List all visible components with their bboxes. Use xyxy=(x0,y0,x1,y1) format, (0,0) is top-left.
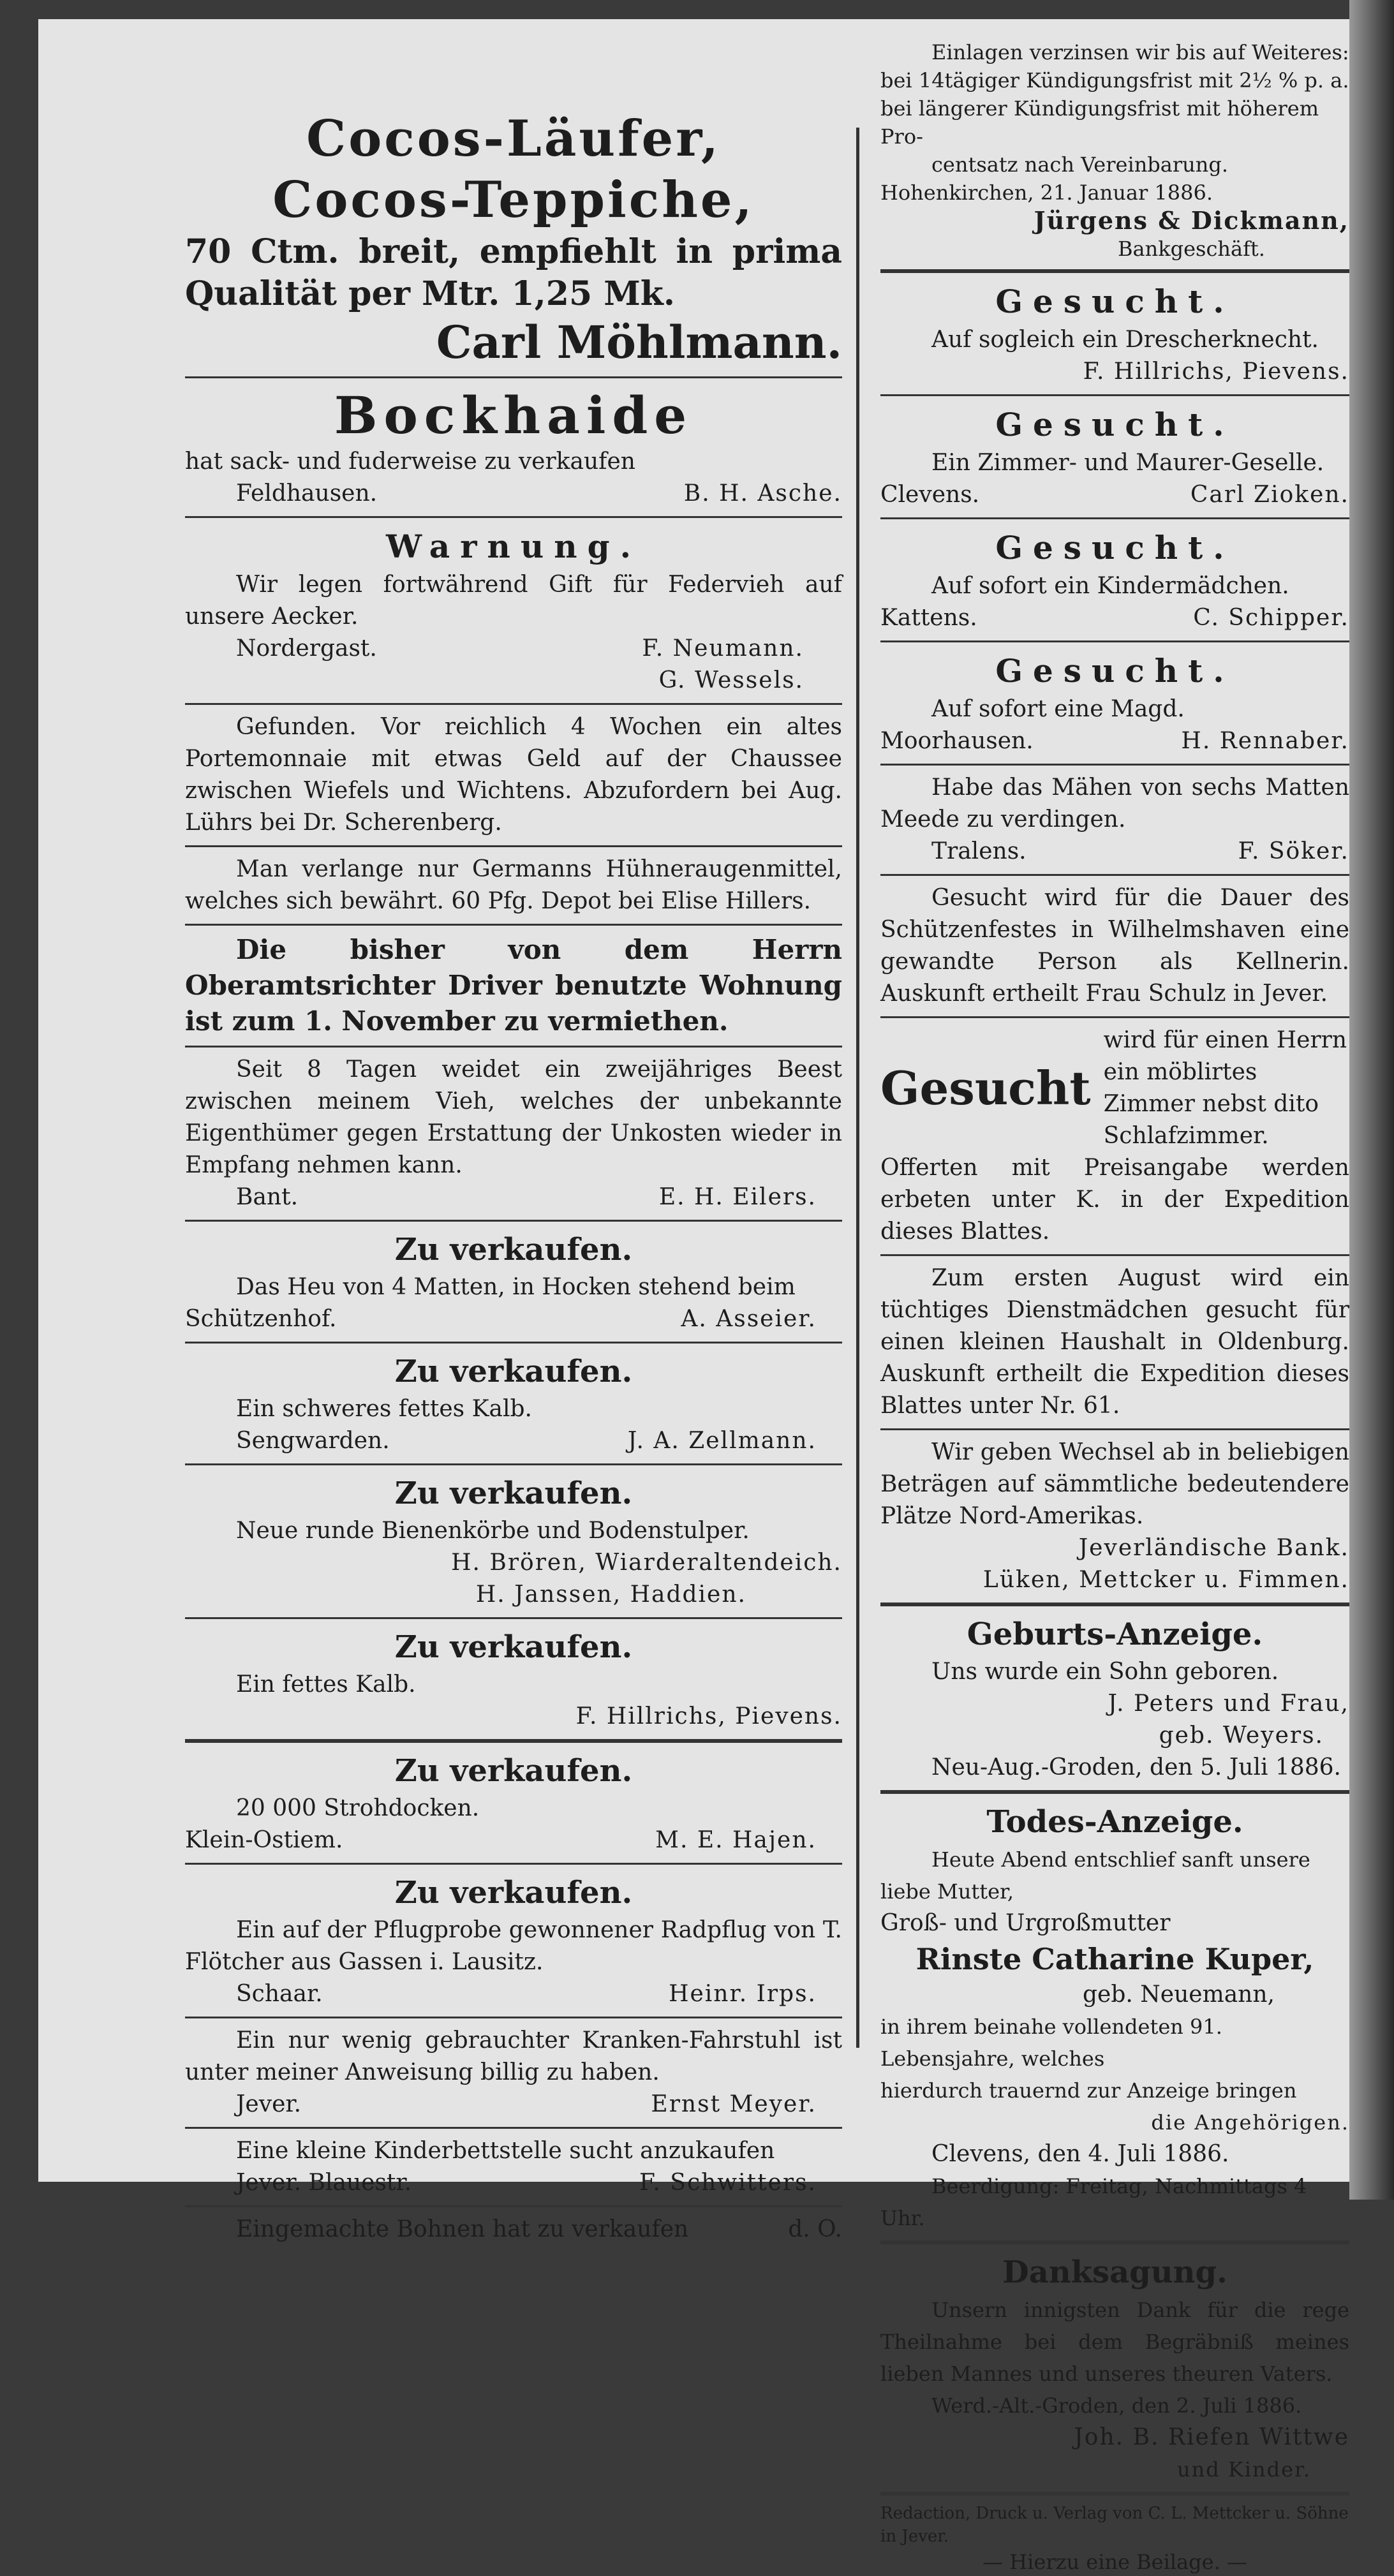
ad-bettstelle-place: Jever. Blauestr. xyxy=(236,2170,412,2196)
ad-tod-name: Rinste Catharine Kuper, xyxy=(916,1942,1314,1976)
left-column xyxy=(185,108,842,2246)
ad-dienstmaedchen xyxy=(880,1262,1349,1422)
divider xyxy=(185,1739,842,1743)
ad-geburt-signature2: geb. Weyers. xyxy=(1159,1722,1324,1749)
ad-verkauf-bienen-signature1: H. Brören, Wiarderaltendeich. xyxy=(451,1550,842,1576)
divider xyxy=(185,1863,842,1865)
ad-gesucht-magd-footer xyxy=(880,725,1349,757)
ad-verkauf-stroh-text: 20 000 Strohdocken. xyxy=(236,1795,480,1821)
ad-hueneraugen-text: Man verlange nur Germanns Hühneraugenmittel, welches sich bewährt. 60 Pfg. Depot bei Elise Hillers. xyxy=(185,856,842,914)
ad-bohnen-text: Eingemachte Bohnen hat zu verkaufen xyxy=(236,2216,689,2242)
ad-verkauf-fettkalb-text: Ein fettes Kalb. xyxy=(236,1671,416,1698)
ad-maehen-footer xyxy=(880,836,1349,868)
ad-verkauf-heu-signature: A. Asseier. xyxy=(681,1306,817,1332)
divider xyxy=(880,517,1349,519)
ad-tod xyxy=(880,1800,1349,2234)
divider xyxy=(185,376,842,378)
ad-wechsel xyxy=(880,1437,1349,1596)
divider xyxy=(185,845,842,847)
ad-tod-date: Clevens, den 4. Juli 1886. xyxy=(931,2141,1229,2167)
ad-fahrstuhl-signature: Ernst Meyer. xyxy=(651,2091,817,2117)
ad-tod-line4: hierdurch trauernd zur Anzeige bringen xyxy=(880,2078,1297,2103)
ad-verkauf-pflug-place: Schaar. xyxy=(236,1981,323,2007)
ad-verkauf-stroh-place: Klein-Ostiem. xyxy=(185,1827,343,1853)
ad-maehen-text: Habe das Mähen von sechs Matten Meede zu verdingen. xyxy=(880,774,1349,833)
ad-tod-line2: Groß- und Urgroßmutter xyxy=(880,1910,1171,1936)
divider xyxy=(185,1220,842,1222)
ad-bettstelle-signature: F. Schwitters. xyxy=(639,2170,817,2196)
ad-maehen xyxy=(880,772,1349,868)
ad-fahrstuhl-footer xyxy=(185,2089,842,2121)
divider xyxy=(880,640,1349,642)
ad-bockhaide xyxy=(185,385,842,510)
ad-gesucht-magd-text: Auf sofort eine Magd. xyxy=(931,696,1185,722)
ad-wechsel-signature: Lüken, Mettcker u. Fimmen. xyxy=(982,1567,1349,1593)
ad-verkauf-kalb-footer xyxy=(185,1425,842,1457)
ad-gesucht-magd xyxy=(880,649,1349,757)
ad-verkauf-kalb-place: Sengwarden. xyxy=(236,1428,390,1454)
ad-wohnung xyxy=(185,932,842,1039)
ad-gesucht-kindermaedchen-place: Kattens. xyxy=(880,605,977,631)
ad-verkauf-pflug-text: Ein auf der Pflugprobe gewonnener Radpflug von T. Flötcher aus Gassen i. Lausitz. xyxy=(185,1917,842,1975)
ad-tod-signature: die Angehörigen. xyxy=(1151,2110,1349,2135)
ad-cocos xyxy=(185,108,842,370)
ad-geburt-text: Uns wurde ein Sohn geboren. xyxy=(931,1659,1279,1685)
divider xyxy=(880,874,1349,876)
ad-verkauf-kalb-title: Zu verkaufen. xyxy=(394,1354,633,1389)
page-edge-shadow xyxy=(1349,0,1394,2200)
ad-warnung-footer xyxy=(185,633,842,665)
ad-einlagen-line1: Einlagen verzinsen wir bis auf Weiteres: xyxy=(931,40,1349,64)
ad-warnung-signature1: F. Neumann. xyxy=(642,635,804,662)
ad-tod-line3: in ihrem beinahe vollendeten 91. Lebensjahre, welches xyxy=(880,2015,1222,2071)
ad-zimmer-text: Offerten mit Preisangabe werden erbeten unter K. in der Expedition dieses Blattes. xyxy=(880,1155,1349,1245)
ad-bettstelle-text: Eine kleine Kinderbettstelle sucht anzukaufen xyxy=(236,2138,775,2164)
ad-warnung-signature2: G. Wessels. xyxy=(658,667,804,693)
ad-gesucht-knecht-title: Gesucht. xyxy=(995,283,1235,320)
ad-beest-text: Seit 8 Tagen weidet ein zweijähriges Beest zwischen meinem Vieh, welches der unbekannte Eigenthümer gegen Erstattung der Unkosten wieder in Empfang nehmen kann. xyxy=(185,1056,842,1178)
ad-bohnen xyxy=(185,2214,842,2246)
ad-zimmer-header xyxy=(880,1025,1349,1152)
ad-dank-title: Danksagung. xyxy=(1002,2254,1227,2290)
ad-verkauf-fettkalb-title: Zu verkaufen. xyxy=(394,1629,633,1665)
ad-geburt xyxy=(880,1613,1349,1784)
ad-bockhaide-footer xyxy=(185,478,842,510)
ad-fahrstuhl xyxy=(185,2025,842,2121)
ad-einlagen-line5: Hohenkirchen, 21. Januar 1886. xyxy=(880,181,1213,205)
ad-verkauf-stroh-signature: M. E. Hajen. xyxy=(655,1827,817,1853)
ad-verkauf-bienen-text: Neue runde Bienenkörbe und Bodenstulper. xyxy=(236,1518,750,1544)
right-column xyxy=(880,38,1349,2576)
ad-hueneraugen xyxy=(185,854,842,917)
newspaper-page xyxy=(38,19,1349,2574)
ad-wechsel-text: Wir geben Wechsel ab in beliebigen Beträgen auf sämmtliche bedeutendere Plätze Nord-Amerikas. xyxy=(880,1439,1349,1529)
divider xyxy=(185,2205,842,2207)
ad-gesucht-geselle-footer xyxy=(880,479,1349,511)
ad-gesucht-knecht-text: Auf sogleich ein Drescherknecht. xyxy=(931,327,1319,353)
divider xyxy=(185,703,842,705)
ad-dank-date: Werd.-Alt.-Groden, den 2. Juli 1886. xyxy=(931,2394,1302,2418)
ad-bockhaide-title: Bockhaide xyxy=(334,385,693,445)
ad-warnung-title: Warnung. xyxy=(386,528,641,565)
ad-dank-text: Unsern innigsten Dank für die rege Theilnahme bei dem Begräbniß meines lieben Mannes und unseres theuren Vaters. xyxy=(880,2298,1349,2386)
ad-verkauf-pflug xyxy=(185,1871,842,2010)
ad-bohnen-signature: d. O. xyxy=(788,2216,842,2242)
ad-verkauf-pflug-signature: Heinr. Irps. xyxy=(669,1981,817,2007)
imprint-text: Redaction, Druck u. Verlag von C. L. Mettcker u. Söhne in Jever. xyxy=(880,2504,1349,2546)
ad-gesucht-kindermaedchen xyxy=(880,526,1349,634)
ad-gesucht-geselle-text: Ein Zimmer- und Maurer-Geselle. xyxy=(931,450,1324,476)
divider xyxy=(880,1790,1349,1794)
ad-beest-signature: E. H. Eilers. xyxy=(658,1184,817,1210)
ad-einlagen-line4: centsatz nach Vereinbarung. xyxy=(931,152,1229,177)
ad-gesucht-geselle-signature: Carl Zioken. xyxy=(1190,482,1349,508)
ad-gesucht-knecht-signature: F. Hillrichs, Pievens. xyxy=(1083,359,1349,385)
ad-gesucht-kindermaedchen-footer xyxy=(880,602,1349,634)
ad-gefunden xyxy=(185,711,842,839)
divider xyxy=(880,2240,1349,2244)
ad-bockhaide-text: hat sack- und fuderweise zu verkaufen xyxy=(185,448,635,475)
ad-einlagen-signature2: Bankgeschäft. xyxy=(1118,237,1265,261)
ad-verkauf-stroh-footer xyxy=(185,1825,842,1856)
ad-dank-signature1: Joh. B. Riefen Wittwe xyxy=(1074,2424,1349,2450)
ad-schuetzenfest-text: Gesucht wird für die Dauer des Schützenfestes in Wilhelmshaven eine gewandte Person als Kellnerin. Auskunft ertheilt Frau Schulz in Jever. xyxy=(880,885,1349,1007)
ad-zimmer-line1: wird für einen Herrn ein möblirtes xyxy=(1103,1027,1347,1085)
ad-verkauf-heu-place: Schützenhof. xyxy=(185,1306,337,1332)
ad-warnung-text: Wir legen fortwährend Gift für Federvieh auf unsere Aecker. xyxy=(185,572,842,630)
divider xyxy=(185,2017,842,2018)
ad-tod-title: Todes-Anzeige. xyxy=(986,1804,1243,1840)
divider xyxy=(185,1617,842,1619)
ad-maehen-place: Tralens. xyxy=(931,838,1027,864)
divider xyxy=(880,394,1349,396)
ad-beest xyxy=(185,1054,842,1213)
ad-zimmer-word: Gesucht xyxy=(880,1061,1091,1115)
ad-verkauf-bienen xyxy=(185,1472,842,1611)
ad-fahrstuhl-place: Jever. xyxy=(236,2091,302,2117)
ad-dank xyxy=(880,2251,1349,2485)
ad-gefunden-text: Gefunden. Vor reichlich 4 Wochen ein altes Portemonnaie mit etwas Geld auf der Chaussee zwischen Wiefels und Wichtens. Abzufordern bei Aug. Lührs bei Dr. Scherenberg. xyxy=(185,714,842,836)
ad-cocos-line4: Qualität per Mtr. 1,25 Mk. xyxy=(185,274,675,313)
ad-zimmer xyxy=(880,1025,1349,1248)
ad-gesucht-geselle-place: Clevens. xyxy=(880,482,980,508)
ad-tod-funeral: Beerdigung: Freitag, Nachmittags 4 Uhr. xyxy=(880,2174,1307,2230)
ad-cocos-line3: 70 Ctm. breit, empfiehlt in prima xyxy=(185,232,842,271)
ad-verkauf-bienen-signature2: H. Janssen, Haddien. xyxy=(475,1581,746,1608)
ad-wohnung-text: Die bisher von dem Herrn Oberamtsrichter Driver benutzte Wohnung ist zum 1. November zu vermiethen. xyxy=(185,934,842,1037)
ad-tod-line1: Heute Abend entschlief sanft unsere liebe Mutter, xyxy=(880,1847,1310,1904)
ad-gesucht-magd-signature: H. Rennaber. xyxy=(1181,728,1349,754)
ad-gesucht-magd-place: Moorhausen. xyxy=(880,728,1034,754)
ad-bockhaide-place: Feldhausen. xyxy=(236,480,378,507)
imprint xyxy=(880,2502,1349,2576)
ad-warnung xyxy=(185,524,842,697)
ad-bockhaide-signature: B. H. Asche. xyxy=(683,480,842,507)
ad-verkauf-kalb xyxy=(185,1350,842,1457)
ad-verkauf-heu-title: Zu verkaufen. xyxy=(394,1232,633,1268)
ad-zimmer-line2: Zimmer nebst dito Schlafzimmer. xyxy=(1103,1091,1319,1149)
ad-verkauf-heu-footer xyxy=(185,1303,842,1335)
ad-cocos-line2: Cocos-Teppiche, xyxy=(272,171,755,229)
ad-verkauf-stroh-title: Zu verkaufen. xyxy=(394,1753,633,1789)
ad-cocos-line1: Cocos-Läufer, xyxy=(306,110,721,168)
ad-beest-place: Bant. xyxy=(236,1184,299,1210)
column-divider xyxy=(856,128,859,2048)
ad-verkauf-kalb-signature: J. A. Zellmann. xyxy=(627,1428,817,1454)
divider xyxy=(880,1254,1349,1256)
ad-dienstmaedchen-text: Zum ersten August wird ein tüchtiges Dienstmädchen gesucht für einen kleinen Haushalt in Oldenburg. Auskunft ertheilt die Expedition dieses Blattes unter Nr. 61. xyxy=(880,1265,1349,1419)
ad-maehen-signature: F. Söker. xyxy=(1238,838,1349,864)
ad-geburt-signature1: J. Peters und Frau, xyxy=(1108,1691,1349,1717)
ad-einlagen-signature: Jürgens & Dickmann, xyxy=(1034,206,1349,235)
ad-verkauf-heu xyxy=(185,1228,842,1335)
ad-einlagen xyxy=(880,38,1349,263)
ad-schuetzenfest xyxy=(880,882,1349,1010)
ad-gesucht-geselle xyxy=(880,403,1349,511)
ad-warnung-place: Nordergast. xyxy=(236,635,377,662)
ad-bohnen-line xyxy=(185,2214,842,2246)
ad-gesucht-geselle-title: Gesucht. xyxy=(995,406,1235,443)
ad-gesucht-kindermaedchen-text: Auf sofort ein Kindermädchen. xyxy=(931,573,1289,599)
ad-verkauf-pflug-footer xyxy=(185,1978,842,2010)
divider xyxy=(185,1463,842,1465)
divider xyxy=(880,269,1349,273)
ad-bettstelle-footer xyxy=(185,2167,842,2199)
divider xyxy=(880,1016,1349,1018)
divider xyxy=(880,2492,1349,2496)
ad-verkauf-fettkalb-signature: F. Hillrichs, Pievens. xyxy=(575,1703,842,1729)
ad-gesucht-kindermaedchen-title: Gesucht. xyxy=(995,529,1235,566)
ad-gesucht-kindermaedchen-signature: C. Schipper. xyxy=(1193,605,1349,631)
beilage-note: — Hierzu eine Beilage. — xyxy=(982,2550,1247,2574)
ad-geburt-date: Neu-Aug.-Groden, den 5. Juli 1886. xyxy=(931,1754,1341,1780)
ad-gesucht-magd-title: Gesucht. xyxy=(995,652,1235,690)
ad-verkauf-stroh xyxy=(185,1749,842,1856)
divider xyxy=(185,516,842,518)
divider xyxy=(880,764,1349,766)
ad-bettstelle xyxy=(185,2135,842,2199)
ad-einlagen-line3: bei längerer Kündigungsfrist mit höherem Pro- xyxy=(880,96,1319,149)
ad-einlagen-line2: bei 14tägiger Kündigungsfrist mit 2½ % p. a. xyxy=(880,68,1349,93)
ad-cocos-signature: Carl Möhlmann. xyxy=(436,316,842,369)
divider xyxy=(185,2127,842,2129)
ad-verkauf-bienen-title: Zu verkaufen. xyxy=(394,1476,633,1511)
ad-wechsel-bank: Jeverländische Bank. xyxy=(1078,1535,1349,1561)
ad-dank-signature2: und Kinder. xyxy=(1177,2457,1311,2482)
ad-beest-footer xyxy=(185,1181,842,1213)
ad-gesucht-knecht xyxy=(880,279,1349,388)
ad-verkauf-kalb-text: Ein schweres fettes Kalb. xyxy=(236,1396,532,1422)
ad-verkauf-heu-text: Das Heu von 4 Matten, in Hocken stehend beim xyxy=(236,1274,796,1300)
ad-verkauf-fettkalb xyxy=(185,1625,842,1733)
divider xyxy=(185,924,842,926)
ad-tod-born: geb. Neuemann, xyxy=(1083,1981,1275,2008)
divider xyxy=(185,1342,842,1344)
ad-zimmer-header-lines xyxy=(1104,1025,1349,1152)
ad-fahrstuhl-text: Ein nur wenig gebrauchter Kranken-Fahrstuhl ist unter meiner Anweisung billig zu haben. xyxy=(185,2027,842,2085)
divider xyxy=(880,1603,1349,1606)
divider xyxy=(880,1428,1349,1430)
ad-geburt-title: Geburts-Anzeige. xyxy=(967,1617,1263,1652)
ad-verkauf-pflug-title: Zu verkaufen. xyxy=(394,1875,633,1911)
divider xyxy=(185,1046,842,1047)
